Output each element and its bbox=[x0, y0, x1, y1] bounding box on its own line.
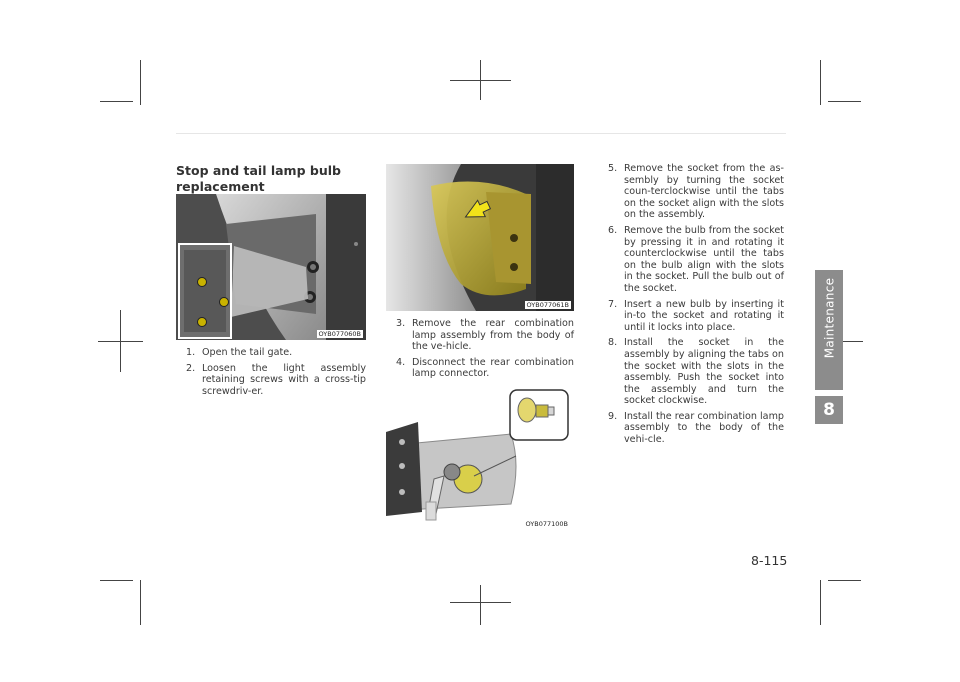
step-number: 4. bbox=[396, 356, 406, 368]
steps-list-col1 bbox=[182, 347, 366, 401]
crop-mark bbox=[450, 602, 511, 603]
figure-code: OYB077100B bbox=[525, 520, 568, 528]
step-number: 8. bbox=[608, 337, 618, 349]
list-item bbox=[604, 411, 784, 446]
steps-list-col3 bbox=[604, 163, 784, 450]
crop-mark bbox=[100, 580, 133, 581]
figure-code: OYB077061B bbox=[526, 301, 569, 309]
list-item bbox=[392, 357, 574, 380]
step-number: 1. bbox=[186, 347, 196, 358]
step-text: Remove the rear combination lamp assembly from the body of the ve-hicle. bbox=[412, 318, 574, 353]
crop-mark bbox=[480, 585, 481, 625]
figure-screw-locations-illustration bbox=[176, 194, 366, 340]
crop-mark bbox=[98, 341, 143, 342]
step-text: Install the socket in the assembly by aligning the tabs on the socket with the slots in the assembly. Push the socket into the assembly and turn the socket clockwise. bbox=[624, 337, 784, 407]
chapter-number: 8 bbox=[815, 396, 843, 424]
crop-mark bbox=[820, 60, 821, 105]
step-text: Remove the socket from the as-sembly by turning the socket coun-terclockwise until the tabs on the socket align with the slots on the assembly. bbox=[624, 163, 784, 221]
page-number: 8-115 bbox=[751, 553, 788, 568]
step-number: 7. bbox=[608, 298, 618, 310]
step-number: 6. bbox=[608, 224, 618, 236]
step-text: Disconnect the rear combination lamp connector. bbox=[412, 356, 574, 380]
step-number: 9. bbox=[608, 410, 618, 422]
step-number: 2. bbox=[186, 362, 196, 374]
figure-screw-locations bbox=[176, 194, 366, 340]
crop-mark bbox=[140, 60, 141, 105]
chapter-label: Maintenance bbox=[822, 277, 836, 359]
step-number: 5. bbox=[608, 163, 618, 174]
crop-mark bbox=[828, 101, 861, 102]
section-title: Stop and tail lamp bulb replacement bbox=[176, 163, 341, 194]
figure-connector bbox=[386, 384, 574, 532]
step-text: Loosen the light assembly retaining screws with a cross-tip screwdriv-er. bbox=[202, 362, 366, 397]
step-text: Remove the bulb from the socket by pressing it in and rotating it counterclockwise until the tabs on the bulb align with the slots in the socket. Pull the bulb out of the socket. bbox=[624, 224, 784, 294]
crop-mark bbox=[820, 580, 821, 625]
step-number: 3. bbox=[396, 318, 406, 329]
figure-lamp-removal-illustration bbox=[386, 164, 574, 311]
list-item bbox=[182, 363, 366, 398]
crop-mark bbox=[450, 80, 511, 81]
step-text: Install the rear combination lamp assembly to the body of the vehi-cle. bbox=[624, 410, 784, 446]
crop-mark bbox=[828, 580, 861, 581]
steps-list-col2 bbox=[392, 318, 574, 384]
crop-mark bbox=[140, 580, 141, 625]
list-item bbox=[182, 347, 366, 359]
list-item bbox=[604, 163, 784, 221]
list-item bbox=[392, 318, 574, 353]
step-text: Open the tail gate. bbox=[202, 347, 293, 358]
step-text: Insert a new bulb by inserting it in-to the socket and rotating it until it locks into place. bbox=[624, 298, 784, 333]
header-rule bbox=[176, 133, 786, 134]
chapter-label-wrap bbox=[815, 272, 843, 364]
list-item bbox=[604, 299, 784, 334]
list-item bbox=[604, 337, 784, 407]
figure-connector-illustration bbox=[386, 384, 574, 532]
list-item bbox=[604, 225, 784, 295]
crop-mark bbox=[100, 101, 133, 102]
figure-lamp-removal bbox=[386, 164, 574, 311]
figure-code: OYB077060B bbox=[318, 330, 361, 338]
